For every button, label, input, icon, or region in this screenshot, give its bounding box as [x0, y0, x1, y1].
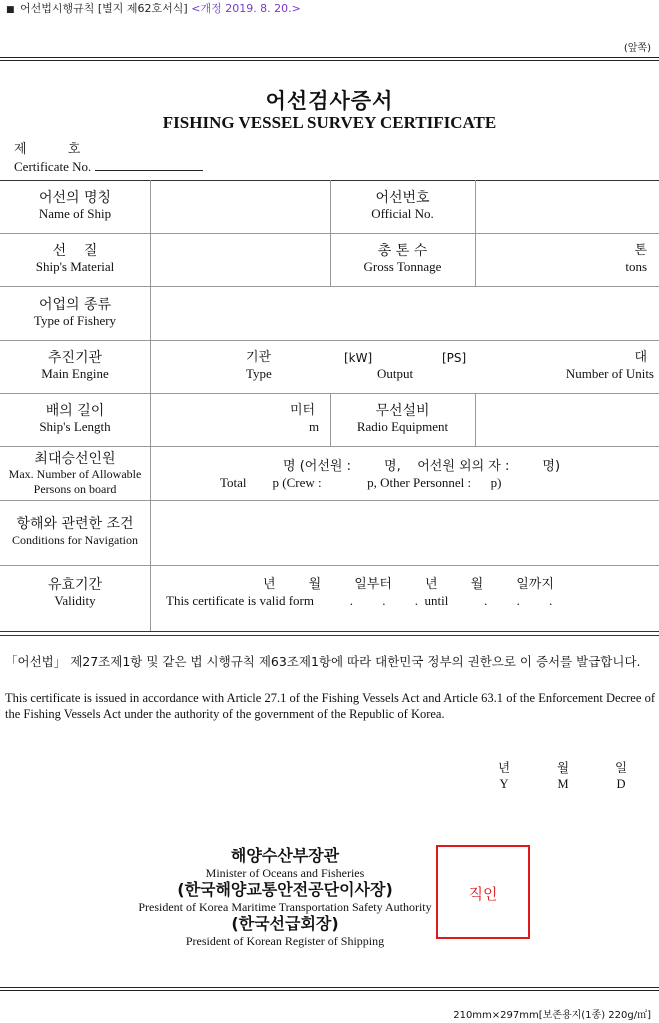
length-label	[0, 403, 150, 435]
bottom-divider	[0, 987, 659, 988]
official-seal-box	[436, 845, 530, 939]
validity-value-ko: 년 월 일부터 년 월 일까지	[263, 577, 554, 592]
engine-type-ko: 기관	[246, 350, 272, 365]
statement-korean: 「어선법」 제27조제1항 및 같은 법 시행규칙 제63조제1항에 따라 대한민국 정부의 권한으로 이 증서를 발급합니다.	[5, 654, 641, 669]
title-korean: 어선검사증서	[265, 89, 394, 113]
fishery-type-en: Type of Fishery	[33, 313, 117, 328]
table-col-line	[150, 180, 151, 631]
engine-output-en: Output	[377, 366, 414, 381]
engine-type-en: Type	[246, 366, 272, 381]
date-day-ko: 일	[614, 760, 628, 775]
form-header	[6, 0, 301, 16]
date-month	[553, 760, 573, 792]
radio-en: Radio Equipment	[356, 419, 449, 434]
table-col-line	[475, 393, 476, 446]
tonnage-unit-ko: 톤	[634, 243, 647, 258]
kotsa-ko: (한국해양교통안전공단이사장)	[177, 880, 393, 899]
persons-value-ko: 명 (어선원 : 명, 어선원 외의 자 : 명)	[283, 459, 561, 474]
date-month-en: M	[557, 777, 569, 791]
kotsa-en: President of Korea Maritime Transportation Safety Authority	[138, 900, 432, 914]
table-col-line	[475, 180, 476, 286]
square-bullet-icon: ■	[6, 5, 15, 15]
date-year-ko: 년	[497, 760, 511, 775]
engine-units-ko: 대	[634, 350, 647, 365]
navigation-ko: 항해와 관련한 조건	[16, 516, 134, 532]
validity-en: Validity	[54, 593, 96, 608]
fishery-type-label	[0, 297, 150, 329]
validity-label	[0, 577, 150, 609]
gross-tonnage-ko: 총 톤 수	[377, 243, 428, 259]
persons-ko: 최대승선인원	[34, 451, 116, 467]
official-no-ko: 어선번호	[375, 190, 430, 206]
date-day-en: D	[616, 777, 626, 791]
minister-ko: 해양수산부장관	[230, 846, 340, 865]
engine-ps-unit: [PS]	[442, 351, 467, 365]
date-year	[494, 760, 514, 792]
engine-kw-unit: [kW]	[344, 351, 373, 365]
navigation-label	[0, 516, 150, 548]
table-row-line	[0, 286, 659, 287]
tonnage-unit-en: tons	[625, 259, 647, 274]
navigation-en: Conditions for Navigation	[12, 533, 138, 547]
name-of-ship-en: Name of Ship	[38, 206, 112, 221]
persons-en-1: Max. Number of Allowable	[8, 467, 142, 481]
radio-ko: 무선설비	[375, 403, 430, 419]
official-no-en: Official No.	[371, 206, 434, 221]
certificate-number	[14, 142, 203, 175]
signature-block	[100, 846, 470, 948]
table-row-line	[0, 631, 659, 632]
certificate-number-label-en: Certificate No.	[14, 159, 92, 174]
page-side-label: (앞쪽)	[623, 43, 651, 54]
material-ko: 선 질	[52, 243, 98, 259]
title-english: FISHING VESSEL SURVEY CERTIFICATE	[162, 113, 497, 132]
certificate-number-label-ko: 제 호	[14, 142, 81, 157]
engine-units-en: Number of Units	[565, 366, 654, 381]
persons-en-2: Persons on board	[33, 482, 117, 496]
material-label	[0, 243, 150, 275]
date-day	[611, 760, 631, 792]
date-year-en: Y	[499, 777, 509, 791]
statement-english: This certificate is issued in accordance with Article 27.1 of the Fishing Vessels Act and Article 63.1 of the Enforcement Decree of the Fishing Vessels Act under the authority of the government of the Republic of Korea.	[5, 691, 655, 721]
minister-en: Minister of Oceans and Fisheries	[205, 866, 365, 880]
gross-tonnage-label	[330, 243, 475, 275]
official-seal-label: 직인	[468, 885, 498, 903]
table-row-line	[0, 565, 659, 566]
krs-ko: (한국선급회장)	[231, 914, 339, 933]
table-row-line	[0, 500, 659, 501]
krs-en: President of Korean Register of Shipping	[185, 934, 385, 948]
date-month-ko: 월	[556, 760, 570, 775]
length-unit-en: m	[309, 419, 320, 434]
length-ko: 배의 길이	[45, 403, 105, 419]
paper-spec: 210mm×297mm[보존용지(1종) 220g/㎡]	[453, 1010, 651, 1021]
name-of-ship-ko: 어선의 명칭	[38, 190, 112, 206]
gross-tonnage-en: Gross Tonnage	[363, 259, 442, 274]
length-unit-ko: 미터	[290, 403, 316, 418]
top-divider	[0, 57, 659, 58]
fishery-type-ko: 어업의 종류	[38, 297, 112, 313]
table-row-line	[0, 446, 659, 447]
validity-value-en: This certificate is valid form . . . until . . .	[166, 593, 553, 608]
official-no-label	[330, 190, 475, 222]
certificate-number-blank	[95, 158, 203, 171]
persons-label	[0, 452, 150, 497]
persons-value-en: Total p (Crew : p, Other Personnel : p)	[220, 475, 502, 490]
name-of-ship-label	[0, 190, 150, 222]
radio-label	[330, 403, 475, 435]
top-divider-2	[0, 60, 659, 61]
validity-ko: 유효기간	[47, 577, 103, 593]
form-reference: 어선법시행규칙 [별지 제62호서식]	[20, 2, 188, 15]
material-en: Ship's Material	[35, 259, 115, 274]
length-en: Ship's Length	[39, 419, 111, 434]
table-row-line	[0, 340, 659, 341]
main-engine-label	[0, 350, 150, 382]
table-row-line	[0, 635, 659, 636]
main-engine-en: Main Engine	[41, 366, 109, 381]
main-engine-ko: 추진기관	[47, 350, 103, 366]
bottom-divider-2	[0, 990, 659, 991]
revision-date: <개정 2019. 8. 20.>	[191, 2, 301, 15]
